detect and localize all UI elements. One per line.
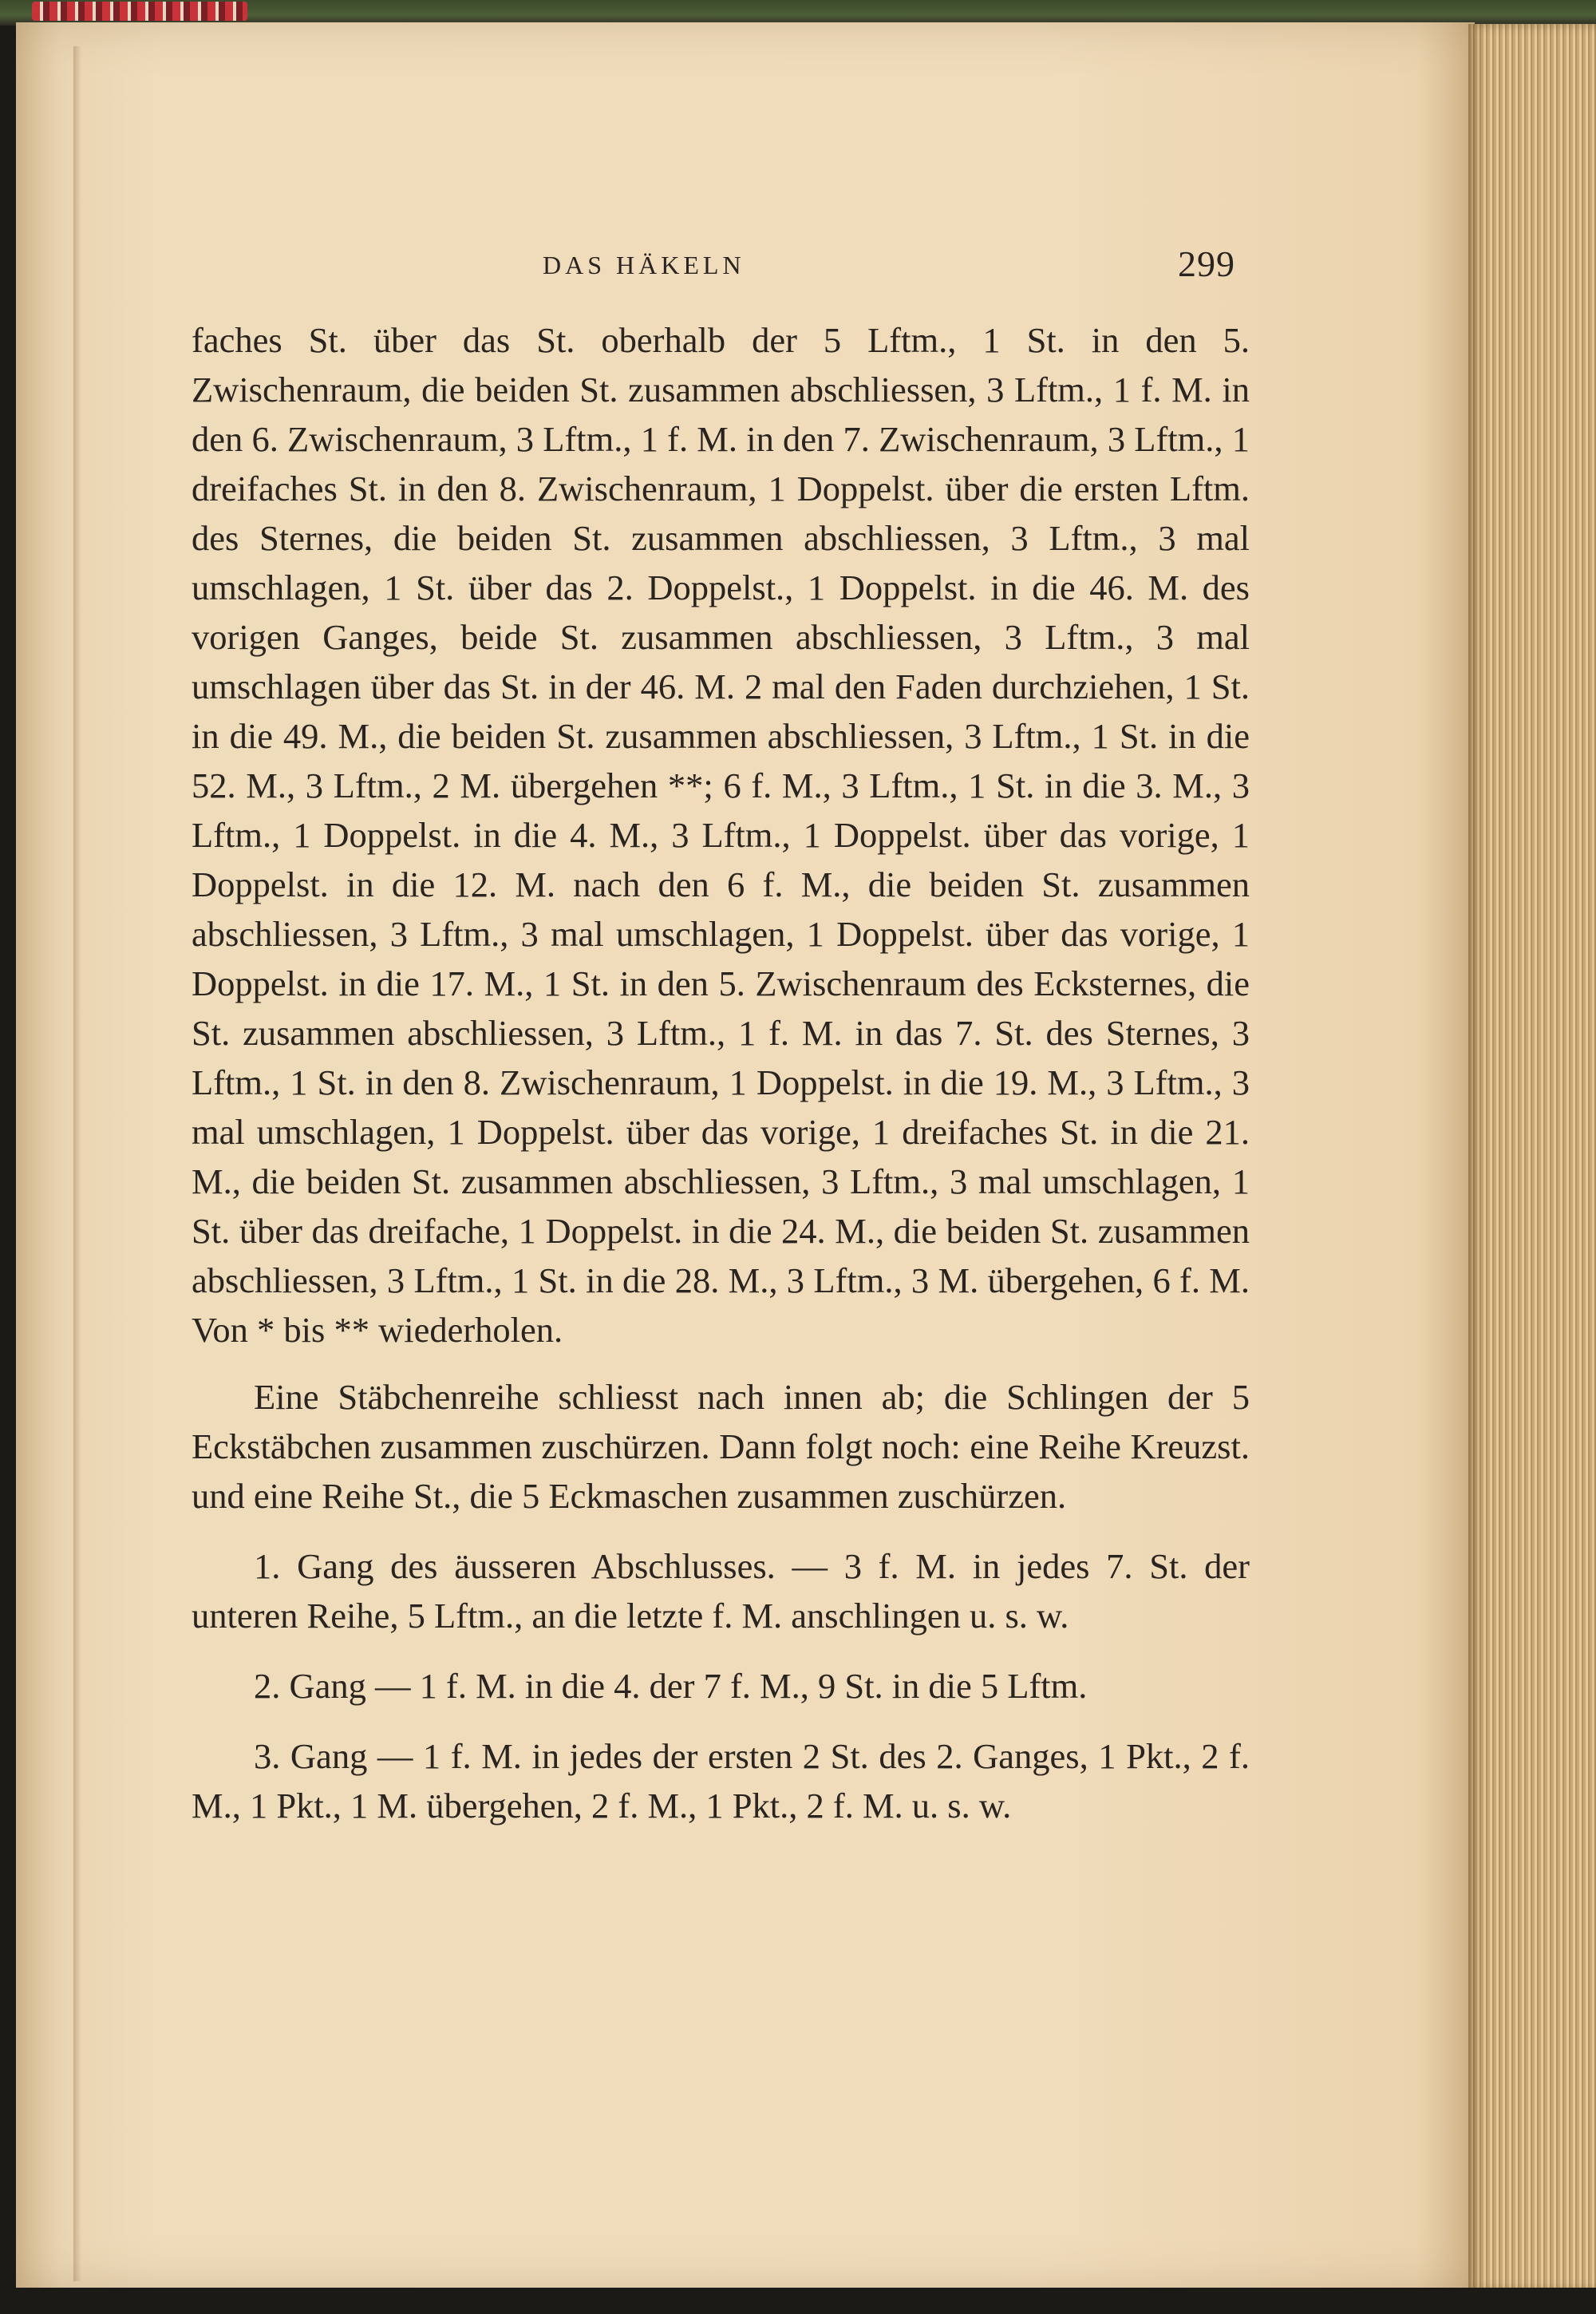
paragraph-gang-2: 2. Gang — 1 f. M. in die 4. der 7 f. M., 9 St. in die 5 Lftm. bbox=[254, 1666, 1088, 1706]
bottom-edge bbox=[0, 2288, 1596, 2314]
paragraph-pattern-instructions: faches St. über das St. oberhalb der 5 Lftm., 1 St. in den 5. Zwischenraum, die beiden St. zusammen abschliessen, 3 Lftm., 1 f. M. in den 6. Zwischenraum, 3 Lftm., 1 f. M. in den 7. Zwischenraum, 3 Lftm., 1 dreifaches St. in den 8. Zwischenraum, 1 Doppelst. über die ersten Lftm. des Sternes, die beiden St. zusammen abschliessen, 3 Lftm., 3 mal umschlagen, 1 St. über das 2. Doppelst., 1 Doppelst. in die 46. M. des vorigen Ganges, beide St. zusammen abschliessen, 3 Lftm., 3 mal umschlagen über das St. in der 46. M. 2 mal den Faden durchziehen, 1 St. in die 49. M., die beiden St. zusammen abschliessen, 3 Lftm., 1 St. in die 52. M., 3 Lftm., 2 M. übergehen **; 6 f. M., 3 Lftm., 1 St. in die 3. M., 3 Lftm., 1 Doppelst. in die 4. M., 3 Lftm., 1 Doppelst. über das vorige, 1 Doppelst. in die 12. M. nach den 6 f. M., die beiden St. zusammen abschliessen, 3 Lftm., 3 mal umschlagen, 1 Doppelst. über das vorige, 1 Doppelst. in die 17. M., 1 St. in den 5. Zwischenraum des Ecksternes, die St. zusammen abschliessen, 3 Lftm., 1 f. M. in das 7. St. des Sternes, 3 Lftm., 1 St. in den 8. Zwischenraum, 1 Doppelst. in die 19. M., 3 Lftm., 3 mal umschlagen, 1 Doppelst. über das vorige, 1 dreifaches St. in die 21. M., die beiden St. zusammen abschliessen, 3 Lftm., 3 mal umschlagen, 1 St. über das dreifache, 1 Doppelst. in die 24. M., die beiden St. zusammen abschliessen, 3 Lftm., 1 St. in die 28. M., 3 Lftm., 3 M. übergehen, 6 f. M. Von * bis ** wiederholen. bbox=[192, 320, 1250, 1350]
body-text bbox=[192, 315, 1250, 1830]
running-title: DAS HÄKELN bbox=[543, 251, 745, 279]
page-gutter bbox=[73, 46, 81, 2281]
page-header bbox=[192, 241, 1245, 289]
binding-threads bbox=[32, 2, 247, 21]
paragraph-finishing: Eine Stäbchenreihe schliesst nach innen ab; die Schlingen der 5 Eckstäbchen zusammen zuschürzen. Dann folgt noch: eine Reihe Kreuzst. und eine Reihe St., die 5 Eckmaschen zusammen zuschürzen. bbox=[192, 1377, 1250, 1516]
paragraph-gang-1: 1. Gang des äusseren Abschlusses. — 3 f. M. in jedes 7. St. der unteren Reihe, 5 Lftm., an die letzte f. M. anschlingen u. s. w. bbox=[192, 1546, 1250, 1636]
page-stack-edge bbox=[1468, 24, 1596, 2291]
paragraph-gang-3: 3. Gang — 1 f. M. in jedes der ersten 2 St. des 2. Ganges, 1 Pkt., 2 f. M., 1 Pkt., 1 M. übergehen, 2 f. M., 1 Pkt., 2 f. M. u. s. w. bbox=[192, 1736, 1250, 1825]
page-number: 299 bbox=[1178, 243, 1235, 284]
